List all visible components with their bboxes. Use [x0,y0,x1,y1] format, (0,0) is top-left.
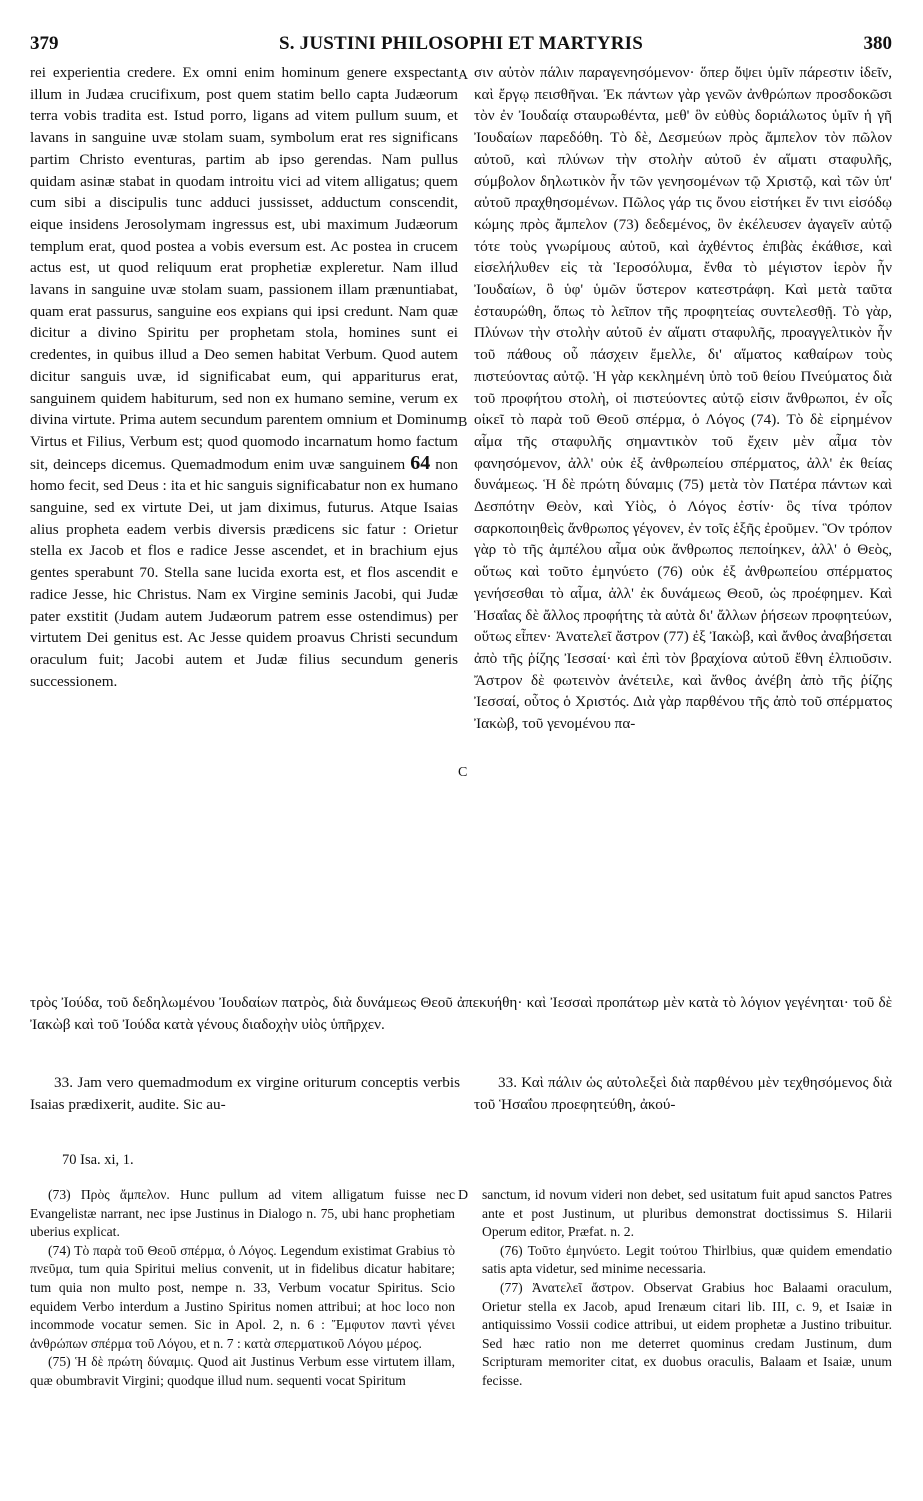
greek-paragraph: σιν αὐτὸν πάλιν παραγενησόμενον· ὅπερ ὄψει ὑμῖν πάρεστιν ἰδεῖν, καὶ ἔργῳ πεισθῆναι. Ἐκ πάντων γὰρ γενῶν ἀνθρώπων προσδοκῶσι τὸν ἐν Ἰουδαίᾳ σταυρωθέντα, μεθ' ὃν εὐθὺς δοριάλωτος ὑμῖν ἡ γῆ Ἰουδαίων παρεδόθη. Τὸ δὲ, Δεσμεύων πρὸς ἄμπελον τὸν πῶλον αὐτοῦ, καὶ πλύνων τὴν στολὴν αὐτοῦ ἐν αἵματι σταφυλῆς, σύμβολον δηλωτικὸν ἦν τῶν γενησομένων τῷ Χριστῷ, καὶ τῶν ὑπ' αὐτοῦ πραχθησομένων. Πῶλος γάρ τις ὄνου εἱστήκει ἔν τινι εἰσόδῳ κώμης πρὸς ἄμπελον (73) δεδεμένος, ὃν ἐκέλευσεν ἀγαγεῖν αὐτῷ τότε τοὺς γνωρίμους αὐτοῦ, καὶ ἀχθέντος ἐπιβὰς ἐκάθισε, καὶ εἰσελήλυθεν εἰς τὰ Ἱεροσόλυμα, ἔνθα τὸ μέγιστον ἱερὸν ἦν Ἰουδαίων, ὃ ὑφ' ὑμῶν ὕστερον κατεστράφη. Καὶ μετὰ ταῦτα ἐσταυρώθη, ὅπως τὸ λεῖπον τῆς προφητείας συντελεσθῇ. Τὸ γὰρ, Πλύνων τὴν στολὴν αὐτοῦ ἐν αἵματι σταφυλῆς, προαγγελτικὸν ἦν τοῦ πάθους οὗ πάσχειν ἔμελλε, δι' αἵματος καθαίρων τοὺς πιστεύοντας αὐτῷ. Ἡ γὰρ κεκλημένη ὑπὸ τοῦ θείου Πνεύματος διὰ τοῦ προφήτου στολὴ, οἱ πιστεύοντες αὐτῷ εἰσιν ἄνθρωποι, ἐν οἷς οἰκεῖ τὸ παρὰ τοῦ Θεοῦ σπέρμα, ὁ Λόγος (74). Τὸ δὲ εἰρημένον αἷμα τῆς σταφυλῆς σημαντικὸν τοῦ ἔχειν μὲν αἷμα τὸν φανησόμενον, ἀλλ' οὐκ ἐξ ἀνθρωπείου σπέρματος, ἀλλ' ἐκ θείας δυνάμεως. Ἡ δὲ πρώτη δύναμις (75) μετὰ τὸν Πατέρα πάντων καὶ Δεσπότην Θεὸν, καὶ Υἱὸς, ὁ Λόγος ἐστίν· ὃς τίνα τρόπον σαρκοποιηθεὶς ἄνθρωπος γέγονεν, ἐν τοῖς ἑξῆς ἐροῦμεν. Ὃν τρόπον γὰρ τὸ τῆς ἀμπέλου αἷμα οὐκ ἄνθρωπος πεποίηκεν, ἀλλ' ὁ Θεὸς, οὕτως καὶ τοῦτο ἐμηνύετο (76) οὐκ ἐξ ἀνθρωπείου σπέρματος γενήσεσθαι τὸ αἷμα, ἀλλ' ἐκ δυνάμεως Θεοῦ, ὡς προέφημεν. Καὶ Ἡσαΐας δὲ ἄλλος προφήτης τὰ αὐτὰ δι' ἄλλων ῥήσεων προφητεύων, οὕτως εἶπεν· Ἀνατελεῖ ἄστρον (77) ἐξ Ἰακὼβ, καὶ ἄνθος ἀναβήσεται ἀπὸ τῆς ῥίζης Ἰεσσαί· καὶ ἐπὶ τὸν βραχίονα αὐτοῦ ἔθνη ἐλπιοῦσιν. Ἄστρον δὲ φωτεινὸν ἀνέτειλε, καὶ ἄνθος ἀνέβη ἀπὸ τῆς ῥίζης Ἰεσσαί, οὗτος ὁ Χριστός. Διὰ γὰρ παρθένου τῆς ἀπὸ τοῦ σπέρματος Ἰακὼβ, τοῦ γενομένου πα- [474,64,892,733]
footnotes-left [30,1186,455,1391]
footnote-74: (74) Τὸ παρὰ τοῦ Θεοῦ σπέρμα, ὁ Λόγος. Legendum existimat Grabius τὸ πνεῦμα, tum quia Spiritui melius convenit, ut in fidelibus dicatur habitare; tum quia non multo post, nempe n. 33, Verbum vocatur Spiritus. Scio equidem Verbo interdum a Justino Spiritus nomen attribui; at hoc loco non incommode vocatur semen. Sic in Apol. 2, n. 6 : Ἔμφυτον παντὶ γένει ἀνθρώπων σπέρμα τοῦ Λόγου, et n. 7 : κατὰ σπερματικοῦ Λόγου μέρος. [30,1242,455,1351]
footnote-77: (77) Ἀνατελεῖ ἄστρον. Observat Grabius hoc Balaami oraculum, Orietur stella ex Jacob, apud Irenæum citari lib. III, c. 9, et Isaiæ in antiquissimo Vossii codice attribui, ut eidem prophetæ a Justino tribuitur. Sed hæc ratio non me deterret quominus credam Justinum, dum Scripturam memoriter citat, ex duobus oraculis, Balaam et Isaiæ, unum fecisse. [482,1279,892,1388]
footnote-75-continued: sanctum, id novum videri non debet, sed usitatum fuit apud sanctos Patres ante et post Justinum, ut pluribus demonstrat doctissimus S. Hilarii Operum editor, Præfat. n. 2. [482,1187,892,1240]
latin-text-part-2: non homo fecit, sed Deus : ita et hic sanguis significabatur non ex humano sanguine, sed ex virtute Dei, ut jam diximus, futurus. Atque Isaias alius propheta eadem verbis diversis prædicens sic fatur : Orietur stella ex Jacob et flos e radice Jesse ascendet, et in brachium ejus gentes sperabunt 70. Stella sane lucida exorta est, et flos ascendit e radice Jesse, hic Christus. Nam ex Virgine seminis Jacobi, qui Judæ pater exstitit (Judam autem Judæorum patrem esse ostendimus) per virtutem Dei genitus est. Ac Jesse quidem proavus Christi secundum oraculum fuit; Jacobi autem et Judæ filius secundum generis successionem. [30,455,459,690]
latin-text-part-1: rei experientia credere. Ex omni enim hominum genere exspectant illum in Judæa crucifixum, post quem statim bello capta Judæorum terra vobis tradita est. Istud porro, ligans ad vitem pullum suum, et lavans in sanguine uvæ stolam suam, symbolum erat res significans partim Christo eventuras, partim ab ipso gerendas. Nam pullus quidam asinæ stabat in quodam introitu vici ad vitem alligatus; quem cum sibi a discipulis tunc adduci jussisset, adductum conscendit, eique insidens Jerosolymam ingressus est, ubi maximum Judæorum templum erat, quod postea a vobis eversum est. Ac postea in crucem actus est, ut quod reliquum erat prophetiæ expleretur. Nam illud lavans in sanguine uvæ stolam suam, passionem illam prænuntiabat, quam erat passurus, sanguine eos expians qui ipsi credunt. Nam quæ dicitur a divino Spiritu per prophetam stola, homines sunt ei credentes, in quibus illud a Deo semen habitat Verbum. Quod autem dicitur sanguis uvæ, id significabat eum, qui appariturus erat, sanguinem quidem habiturum, sed non ex humano semine, verum ex divina virtute. Prima autem secundum parentem omnium et Dominum Virtus et Filius, Verbum est; quod quomodo incarnatum homo factum sit, deinceps dicemus. Quemadmodum enim uvæ sanguinem [30,64,458,473]
footnotes-right [482,1186,892,1391]
latin-column [30,62,458,692]
section-33-latin: 33. Jam vero quemadmodum ex virgine oriturum conceptis verbis Isaias prædixerit, audite. Sic au- [30,1074,460,1113]
running-header [30,33,892,55]
footnote-73: (73) Πρὸς ἄμπελον. Hunc pullum ad vitem alligatum fuisse nec Evangelistæ narrant, nec ipse Justinus in Dialogo n. 75, ubi hanc prophetiam uberius explicat. [30,1187,455,1240]
greek-column [474,62,892,735]
marginal-bold-number: 64 [410,451,431,474]
right-page-number: 380 [863,33,892,54]
margin-letter-d: D [458,1188,469,1203]
margin-letter-c: C [458,765,468,780]
latin-paragraph [30,62,458,692]
scripture-reference: 70 Isa. xi, 1. [62,1152,134,1168]
margin-letter-b: B [458,415,468,430]
greek-full-width-lines: τρὸς Ἰούδα, τοῦ δεδηλωμένου Ἰουδαίων πατρὸς, διὰ δυνάμεως Θεοῦ ἀπεκυήθη· καὶ Ἰεσσαὶ προπάτωρ μὲν κατὰ τὸ λόγιον γεγένηται· τοῦ δὲ Ἰακὼβ καὶ τοῦ Ἰούδα κατὰ γένους διαδοχὴν υἱὸς ὑπῆρχεν. [30,994,892,1033]
running-title: S. JUSTINI PHILOSOPHI ET MARTYRIS [278,33,644,54]
margin-letter-a: A [458,68,469,83]
left-page-number: 379 [30,33,59,54]
footnote-76: (76) Τοῦτο ἐμηνύετο. Legit τούτου Thirlbius, quæ quidem emendatio satis apta videtur, sed minime necessaria. [482,1242,892,1277]
section-33-greek: 33. Καὶ πάλιν ὡς αὐτολεξεὶ διὰ παρθένου μὲν τεχθησόμενος διὰ τοῦ Ἡσαΐου προεφητεύθη, ἀκού- [474,1074,892,1113]
footnote-75: (75) Ἡ δὲ πρώτη δύναμις. Quod ait Justinus Verbum esse virtutem illam, quæ obumbravit Virgini; quodque illud num. sequenti vocat Spiritum [30,1354,455,1388]
